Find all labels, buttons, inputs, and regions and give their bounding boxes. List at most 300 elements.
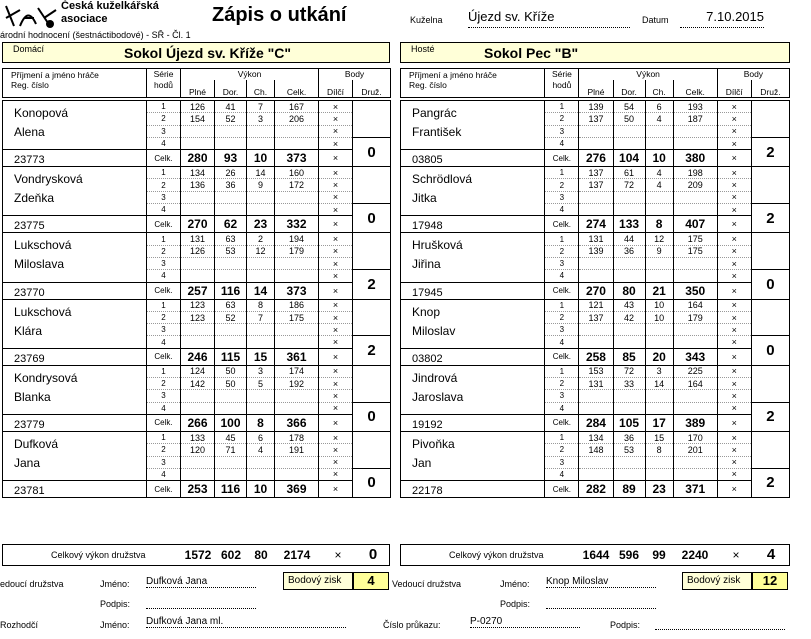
away-bod-value: 12	[752, 572, 788, 590]
points-spacer	[751, 233, 789, 270]
home-results-table	[2, 68, 391, 498]
player-row	[401, 101, 790, 113]
cell: ×	[319, 324, 353, 336]
cell	[613, 270, 645, 282]
cell: 4	[147, 468, 181, 480]
cell: ×	[717, 167, 751, 179]
player-first-name: Jitka	[401, 191, 545, 216]
cell: ×	[717, 179, 751, 191]
cell	[247, 257, 275, 269]
cell	[613, 257, 645, 269]
cell: 3	[147, 257, 181, 269]
series-value: 139	[579, 101, 613, 113]
cell: ×	[717, 137, 751, 149]
cell: ×	[717, 324, 751, 336]
series-value: 72	[613, 365, 645, 377]
player-last-name: Kondrysová	[3, 365, 147, 390]
player-row	[3, 125, 391, 137]
series-value: 153	[579, 365, 613, 377]
cell	[275, 137, 319, 149]
away-total-plne: 1644	[582, 548, 610, 562]
cell: 3	[545, 324, 579, 336]
cell: hodů	[147, 80, 181, 98]
cell	[645, 257, 673, 269]
player-first-name: Miloslav	[401, 324, 545, 349]
total-value: 373	[275, 282, 319, 299]
series-value: 187	[673, 113, 717, 125]
cell	[215, 257, 247, 269]
cell	[275, 468, 319, 480]
total-value: 270	[181, 216, 215, 233]
home-signature	[146, 596, 256, 609]
cell: ×	[319, 414, 353, 431]
subtitle: árodní hodnocení (šestnáctibodové) - SŘ - Čl. 1	[0, 30, 191, 40]
series-value: 175	[275, 311, 319, 323]
cell	[613, 324, 645, 336]
series-value: 43	[613, 299, 645, 311]
reg-col-header: Reg. číslo	[3, 80, 147, 98]
series-value: 160	[275, 167, 319, 179]
series-value: 53	[613, 444, 645, 456]
cell	[613, 336, 645, 348]
cell: Plné	[579, 80, 613, 98]
cell: ×	[717, 282, 751, 299]
player-row	[401, 282, 790, 299]
cell	[275, 270, 319, 282]
cell: 4	[545, 270, 579, 282]
cell: 3	[147, 125, 181, 137]
cell: Celk.	[147, 150, 181, 167]
player-row	[3, 167, 391, 179]
player-row	[401, 481, 790, 498]
cell	[181, 257, 215, 269]
home-leader-label: edoucí družstva	[0, 579, 64, 589]
player-points: 0	[353, 468, 391, 497]
cell: ×	[319, 481, 353, 498]
series-value: 192	[275, 378, 319, 390]
cell	[673, 125, 717, 137]
player-row	[3, 101, 391, 113]
cell: ×	[717, 402, 751, 414]
cell: ×	[319, 336, 353, 348]
cell	[673, 402, 717, 414]
series-value: 63	[215, 233, 247, 245]
cell: 1	[545, 431, 579, 443]
cell: ×	[717, 270, 751, 282]
cell: ×	[319, 204, 353, 216]
player-last-name: Vondrysková	[3, 167, 147, 192]
cell: 1	[147, 101, 181, 113]
cell: ×	[319, 390, 353, 402]
cell: Plné	[181, 80, 215, 98]
series-value: 175	[673, 233, 717, 245]
total-value: 20	[645, 348, 673, 365]
player-row	[401, 125, 790, 137]
cell	[579, 204, 613, 216]
away-total-celk: 2240	[681, 548, 709, 562]
player-points: 2	[353, 270, 391, 299]
cell	[215, 137, 247, 149]
cell	[613, 402, 645, 414]
cell: 3	[545, 456, 579, 468]
away-leader-label: Vedoucí družstva	[392, 579, 462, 589]
series-value: 36	[613, 245, 645, 257]
home-leader-name: Dufková Jana	[146, 576, 256, 588]
referee-name: Dufková Jana ml.	[146, 616, 346, 628]
cell: ×	[319, 444, 353, 456]
series-value: 42	[613, 311, 645, 323]
series-value: 194	[275, 233, 319, 245]
home-total-x: ×	[334, 548, 342, 562]
total-value: 133	[613, 216, 645, 233]
cell	[247, 270, 275, 282]
cell: Celk.	[545, 414, 579, 431]
series-value: 120	[181, 444, 215, 456]
series-value: 8	[645, 444, 673, 456]
series-value: 131	[181, 233, 215, 245]
series-value: 137	[579, 113, 613, 125]
cell: 1	[147, 365, 181, 377]
series-value: 3	[645, 365, 673, 377]
series-value: 174	[275, 365, 319, 377]
cell: 1	[545, 101, 579, 113]
cell	[247, 191, 275, 203]
cell	[645, 402, 673, 414]
series-value: 179	[275, 245, 319, 257]
player-row	[401, 150, 790, 167]
series-value: 6	[247, 431, 275, 443]
player-reg: 23775	[3, 216, 147, 233]
player-row	[3, 365, 391, 377]
player-first-name: Jana	[3, 456, 147, 481]
player-reg: 19192	[401, 414, 545, 431]
home-sign-label: Podpis:	[100, 599, 131, 609]
total-value: 10	[645, 150, 673, 167]
player-reg: 03805	[401, 150, 545, 167]
referee-label: Rozhodčí	[0, 620, 39, 630]
series-value: 123	[181, 299, 215, 311]
series-value: 178	[275, 431, 319, 443]
total-value: 100	[215, 414, 247, 431]
series-value: 175	[673, 245, 717, 257]
header-row	[401, 69, 790, 80]
cell	[613, 468, 645, 480]
cell: 1	[545, 167, 579, 179]
cell	[579, 336, 613, 348]
away-sign-label: Podpis:	[500, 599, 531, 609]
player-row	[401, 431, 790, 443]
cell: ×	[717, 150, 751, 167]
cell: 2	[545, 113, 579, 125]
player-first-name: Jan	[401, 456, 545, 481]
home-bod-value: 4	[353, 572, 389, 590]
series-value: 137	[579, 179, 613, 191]
cell	[181, 270, 215, 282]
player-row	[3, 257, 391, 269]
cell: ×	[717, 101, 751, 113]
cell: Celk.	[275, 80, 319, 98]
points-spacer	[353, 431, 391, 468]
cell: Celk.	[545, 282, 579, 299]
away-team-bar	[400, 42, 790, 63]
cell	[247, 336, 275, 348]
away-name-label: Jméno:	[500, 579, 530, 589]
cell	[181, 468, 215, 480]
player-last-name: Dufková	[3, 431, 147, 456]
away-team-name: Sokol Pec "B"	[484, 45, 579, 61]
cell: Celk.	[147, 348, 181, 365]
cell	[645, 204, 673, 216]
total-value: 85	[613, 348, 645, 365]
player-last-name: Schrödlová	[401, 167, 545, 192]
cell: 2	[147, 444, 181, 456]
series-value: 2	[247, 233, 275, 245]
cell: 4	[545, 137, 579, 149]
cell: ×	[717, 456, 751, 468]
cell	[181, 191, 215, 203]
cell: 4	[147, 402, 181, 414]
cell	[579, 137, 613, 149]
cell	[645, 456, 673, 468]
cell	[673, 456, 717, 468]
cell	[247, 137, 275, 149]
cell: 4	[545, 204, 579, 216]
cell: Dor.	[215, 80, 247, 98]
total-value: 270	[579, 282, 613, 299]
player-col-header: Příjmení a jméno hráče	[401, 69, 545, 80]
cell	[645, 137, 673, 149]
series-value: 72	[613, 179, 645, 191]
series-value: 63	[215, 299, 247, 311]
header-row-2	[401, 80, 790, 98]
series-value: 44	[613, 233, 645, 245]
series-value: 154	[181, 113, 215, 125]
total-value: 62	[215, 216, 247, 233]
cell	[215, 204, 247, 216]
total-value: 116	[215, 282, 247, 299]
total-value: 105	[613, 414, 645, 431]
cell: Celk.	[147, 414, 181, 431]
series-value: 136	[181, 179, 215, 191]
home-bod-label: Bodový zisk	[283, 572, 353, 590]
cell: Celk.	[545, 216, 579, 233]
cell: ×	[717, 311, 751, 323]
cell: ×	[717, 216, 751, 233]
home-total-label: Celkový výkon družstva	[51, 550, 146, 560]
series-value: 148	[579, 444, 613, 456]
cell: ×	[717, 444, 751, 456]
cell: ×	[319, 365, 353, 377]
series-value: 10	[645, 311, 673, 323]
away-total-x: ×	[732, 548, 740, 562]
cell	[181, 137, 215, 149]
cell	[275, 204, 319, 216]
cell: ×	[319, 125, 353, 137]
home-total-row	[2, 544, 390, 566]
total-value: 332	[275, 216, 319, 233]
series-value: 131	[579, 233, 613, 245]
away-leader-name: Knop Miloslav	[546, 576, 656, 588]
cell: 4	[147, 270, 181, 282]
away-signature	[546, 596, 656, 609]
cell	[247, 390, 275, 402]
home-total-ch: 80	[254, 548, 268, 562]
cell: ×	[319, 378, 353, 390]
away-total-points: 4	[766, 546, 776, 563]
cell: ×	[319, 299, 353, 311]
series-value: 123	[181, 311, 215, 323]
series-value: 225	[673, 365, 717, 377]
cell: 1	[147, 233, 181, 245]
series-value: 131	[579, 378, 613, 390]
cell	[613, 456, 645, 468]
player-points: 0	[353, 402, 391, 431]
cell: 2	[545, 444, 579, 456]
cell	[247, 204, 275, 216]
total-value: 274	[579, 216, 613, 233]
cell: 3	[545, 257, 579, 269]
home-total-points: 0	[368, 546, 378, 563]
cell: ×	[319, 101, 353, 113]
cell	[275, 402, 319, 414]
player-first-name: Zdeňka	[3, 191, 147, 216]
cell: Ch.	[645, 80, 673, 98]
vykon-header: Výkon	[579, 69, 717, 80]
series-value: 53	[215, 245, 247, 257]
series-value: 45	[215, 431, 247, 443]
cell: Dílčí	[717, 80, 751, 98]
cell: 4	[545, 402, 579, 414]
points-spacer	[353, 365, 391, 402]
cell: ×	[717, 468, 751, 480]
cell	[181, 204, 215, 216]
series-value: 50	[613, 113, 645, 125]
home-role: Domácí	[13, 44, 45, 54]
cell	[579, 456, 613, 468]
total-value: 361	[275, 348, 319, 365]
series-value: 50	[215, 378, 247, 390]
player-row	[3, 456, 391, 468]
player-row	[3, 191, 391, 203]
series-value: 186	[275, 299, 319, 311]
series-value: 52	[215, 113, 247, 125]
points-spacer	[353, 299, 391, 336]
cell	[247, 456, 275, 468]
total-value: 115	[215, 348, 247, 365]
total-value: 389	[673, 414, 717, 431]
series-value: 26	[215, 167, 247, 179]
cell: ×	[717, 365, 751, 377]
player-reg: 17948	[401, 216, 545, 233]
series-value: 4	[645, 179, 673, 191]
cell: 1	[545, 299, 579, 311]
cell	[579, 324, 613, 336]
total-value: 253	[181, 481, 215, 498]
cell	[181, 324, 215, 336]
series-value: 33	[613, 378, 645, 390]
cell	[215, 468, 247, 480]
player-row	[401, 456, 790, 468]
cell: Celk.	[147, 216, 181, 233]
total-value: 366	[275, 414, 319, 431]
cell: 2	[147, 378, 181, 390]
cell	[247, 402, 275, 414]
cell: 4	[545, 468, 579, 480]
cell: ×	[319, 216, 353, 233]
cell	[613, 204, 645, 216]
series-value: 6	[645, 101, 673, 113]
cell	[275, 125, 319, 137]
series-value: 134	[181, 167, 215, 179]
cell: Série	[147, 69, 181, 80]
cell: ×	[717, 125, 751, 137]
cell: ×	[717, 431, 751, 443]
cell	[275, 191, 319, 203]
player-reg: 17945	[401, 282, 545, 299]
cell: Ch.	[247, 80, 275, 98]
series-value: 8	[247, 299, 275, 311]
cell: ×	[319, 179, 353, 191]
cell: 3	[545, 125, 579, 137]
home-total-dor: 602	[220, 548, 242, 562]
cell: ×	[717, 348, 751, 365]
cell	[181, 390, 215, 402]
series-value: 137	[579, 167, 613, 179]
total-value: 407	[673, 216, 717, 233]
points-spacer	[751, 365, 789, 402]
cell	[645, 191, 673, 203]
points-spacer	[353, 233, 391, 270]
player-row	[401, 414, 790, 431]
total-value: 14	[247, 282, 275, 299]
series-value: 4	[645, 167, 673, 179]
player-row	[3, 414, 391, 431]
cell: 1	[545, 365, 579, 377]
cell: ×	[319, 431, 353, 443]
cell: ×	[319, 456, 353, 468]
cell: ×	[717, 113, 751, 125]
cell	[645, 270, 673, 282]
cell	[247, 125, 275, 137]
series-value: 41	[215, 101, 247, 113]
player-row	[401, 299, 790, 311]
venue-label: Kuželna	[410, 15, 443, 25]
reg-col-header: Reg. číslo	[401, 80, 545, 98]
total-value: 371	[673, 481, 717, 498]
series-value: 139	[579, 245, 613, 257]
series-value: 10	[645, 299, 673, 311]
cell: ×	[319, 113, 353, 125]
cell: ×	[319, 311, 353, 323]
cell	[215, 402, 247, 414]
header-row	[3, 69, 391, 80]
series-value: 7	[247, 101, 275, 113]
player-reg: 23769	[3, 348, 147, 365]
cell: ×	[717, 245, 751, 257]
home-total-plne: 1572	[184, 548, 212, 562]
cell	[673, 336, 717, 348]
cell: Celk.	[545, 348, 579, 365]
total-value: 89	[613, 481, 645, 498]
referee-sign-label: Podpis:	[610, 620, 641, 630]
vykon-header: Výkon	[181, 69, 319, 80]
cell	[215, 270, 247, 282]
player-row	[3, 216, 391, 233]
card-number: P-0270	[470, 616, 580, 628]
cell	[613, 137, 645, 149]
total-value: 21	[645, 282, 673, 299]
points-spacer	[353, 167, 391, 204]
